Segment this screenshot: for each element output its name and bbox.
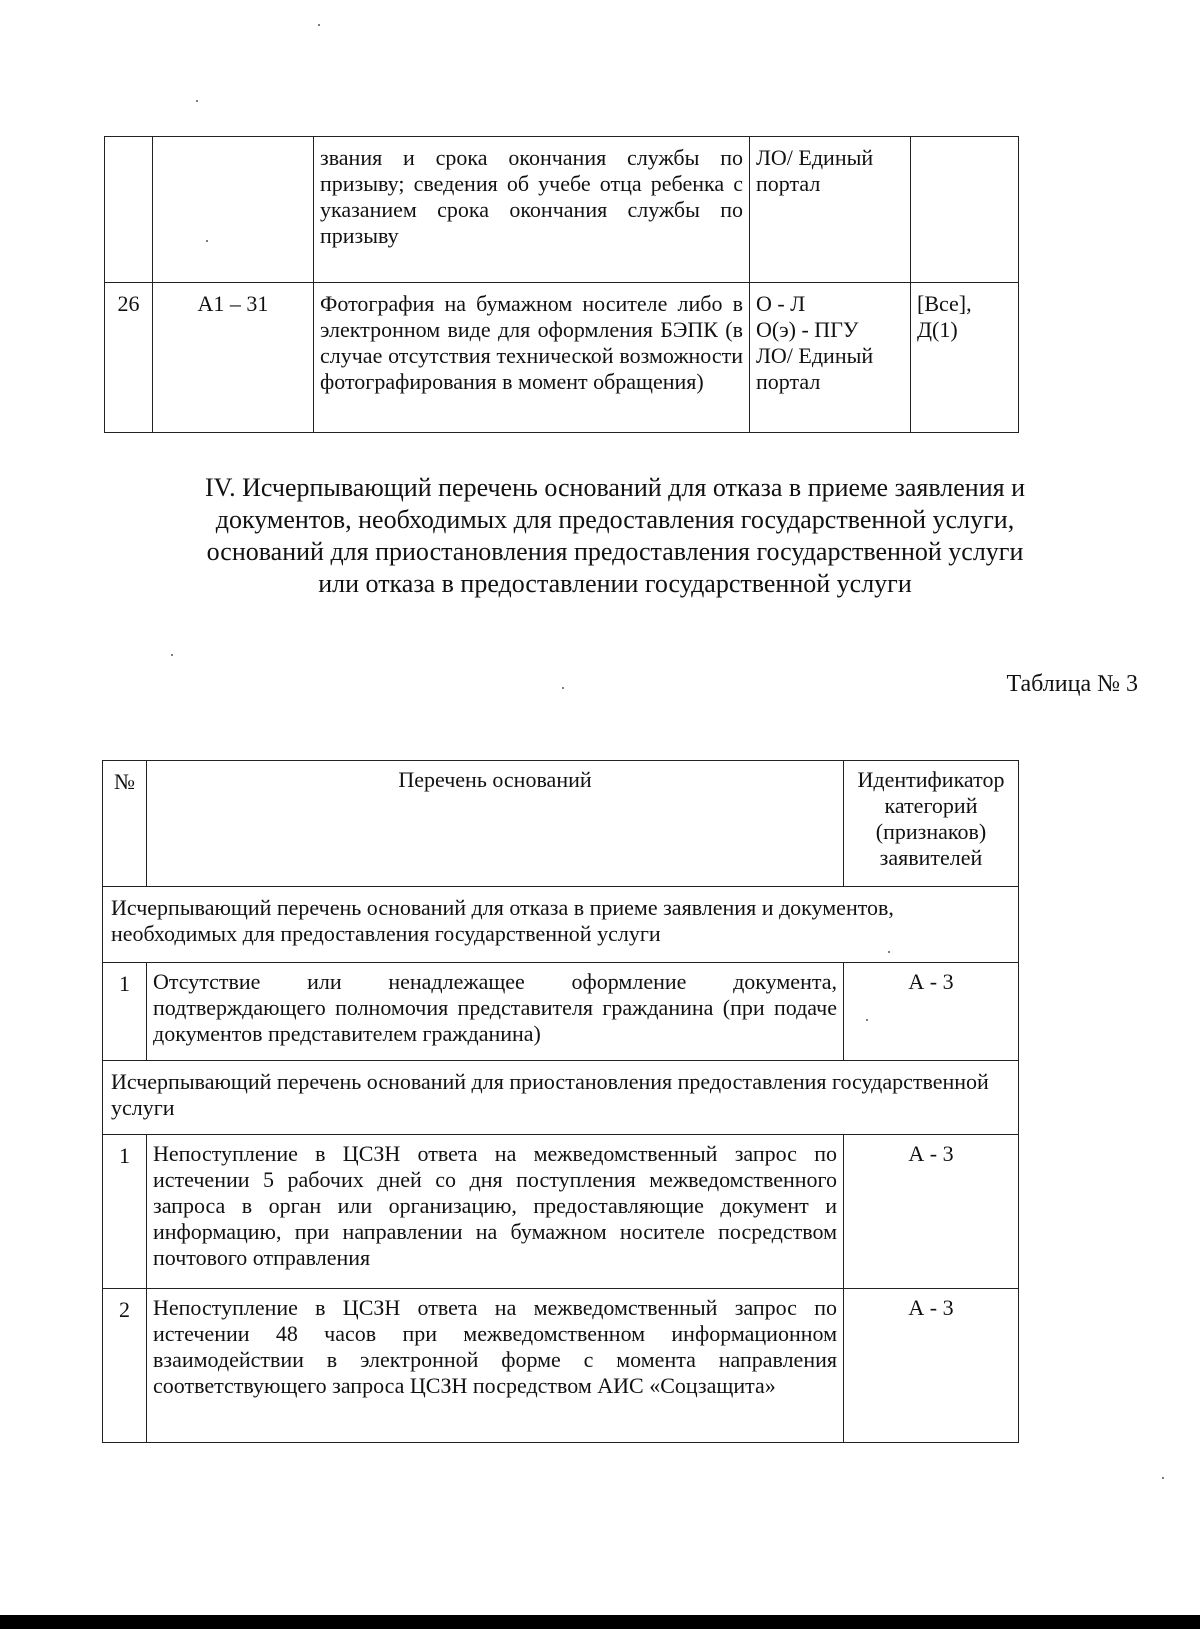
scan-speck <box>206 240 208 242</box>
scan-speck <box>888 951 890 953</box>
table-caption: Таблица № 3 <box>1006 671 1138 697</box>
category-id-cell: А - 3 <box>844 1289 1019 1443</box>
ground-text-cell: Непоступление в ЦСЗН ответа на межведомственный запрос по истечении 5 рабочих дней со дня поступления межведомственного запроса в орган или организацию, предоставляющие документ и информацию, при направлении на бумажном носителе посредством почтового отправления <box>147 1135 844 1289</box>
scan-speck <box>196 100 198 102</box>
source-cell: ЛО/ Единый портал <box>750 137 911 283</box>
description-cell: Фотография на бумажном носителе либо в электронном виде для оформления БЭПК (в случае отсутствия технической возможности фотографирования в момент обращения) <box>314 283 750 433</box>
source-line: О - Л <box>756 291 806 316</box>
code-cell: А1 – 31 <box>153 283 314 433</box>
table-header-row <box>103 761 1019 887</box>
ground-text-cell: Непоступление в ЦСЗН ответа на межведомственный запрос по истечении 48 часов при межведомственном информационном взаимодействии в электронной форме с момента направления соответствующего запроса ЦСЗН посредством АИС «Соцзащита» <box>147 1289 844 1443</box>
category-id-cell: А - 3 <box>844 1135 1019 1289</box>
group-heading-row <box>103 887 1019 963</box>
category-cell: [Все], Д(1) <box>911 283 1019 433</box>
scan-speck <box>318 24 320 26</box>
scan-speck <box>866 1019 868 1021</box>
section-title: IV. Исчерпывающий перечень оснований для отказа в приеме заявления и документов, необходимых для предоставления государственной услуги, оснований для приостановления предоставления государственной услуги или отказа в предоставлении государственной услуги <box>204 473 1025 598</box>
scan-speck <box>562 687 564 689</box>
source-line: ЛО/ Единый портал <box>756 343 874 394</box>
row-number-cell: 1 <box>103 963 147 1061</box>
table-row <box>105 137 1019 283</box>
grounds-table <box>102 760 1019 1443</box>
row-number-cell <box>105 137 153 283</box>
row-number-cell: 2 <box>103 1289 147 1443</box>
table-row <box>103 1289 1019 1443</box>
scan-speck <box>1162 1477 1164 1479</box>
ground-text-cell: Отсутствие или ненадлежащее оформление документа, подтверждающего полномочия представителя гражданина (при подаче документов представителем гражданина) <box>147 963 844 1061</box>
source-line: О(э) - ПГУ <box>756 317 859 342</box>
scan-edge-bar <box>0 1615 1200 1629</box>
documents-table-continuation <box>104 136 1019 433</box>
source-cell <box>750 283 911 433</box>
table-row <box>103 963 1019 1061</box>
row-number-cell: 1 <box>103 1135 147 1289</box>
header-list: Перечень оснований <box>147 761 844 887</box>
row-number-cell: 26 <box>105 283 153 433</box>
group-title: Исчерпывающий перечень оснований для приостановления предоставления государственной услуги <box>103 1061 1019 1135</box>
description-cell: звания и срока окончания службы по призыву; сведения об учебе отца ребенка с указанием срока окончания службы по призыву <box>314 137 750 283</box>
table-row <box>105 283 1019 433</box>
group-heading-row <box>103 1061 1019 1135</box>
group-title: Исчерпывающий перечень оснований для отказа в приеме заявления и документов, необходимых для предоставления государственной услуги <box>103 887 1019 963</box>
header-num: № <box>103 761 147 887</box>
category-cell <box>911 137 1019 283</box>
scan-speck <box>171 654 173 656</box>
header-id: Идентификатор категорий (признаков) заявителей <box>844 761 1019 887</box>
category-id-cell: А - 3 <box>844 963 1019 1061</box>
table-row <box>103 1135 1019 1289</box>
code-cell <box>153 137 314 283</box>
